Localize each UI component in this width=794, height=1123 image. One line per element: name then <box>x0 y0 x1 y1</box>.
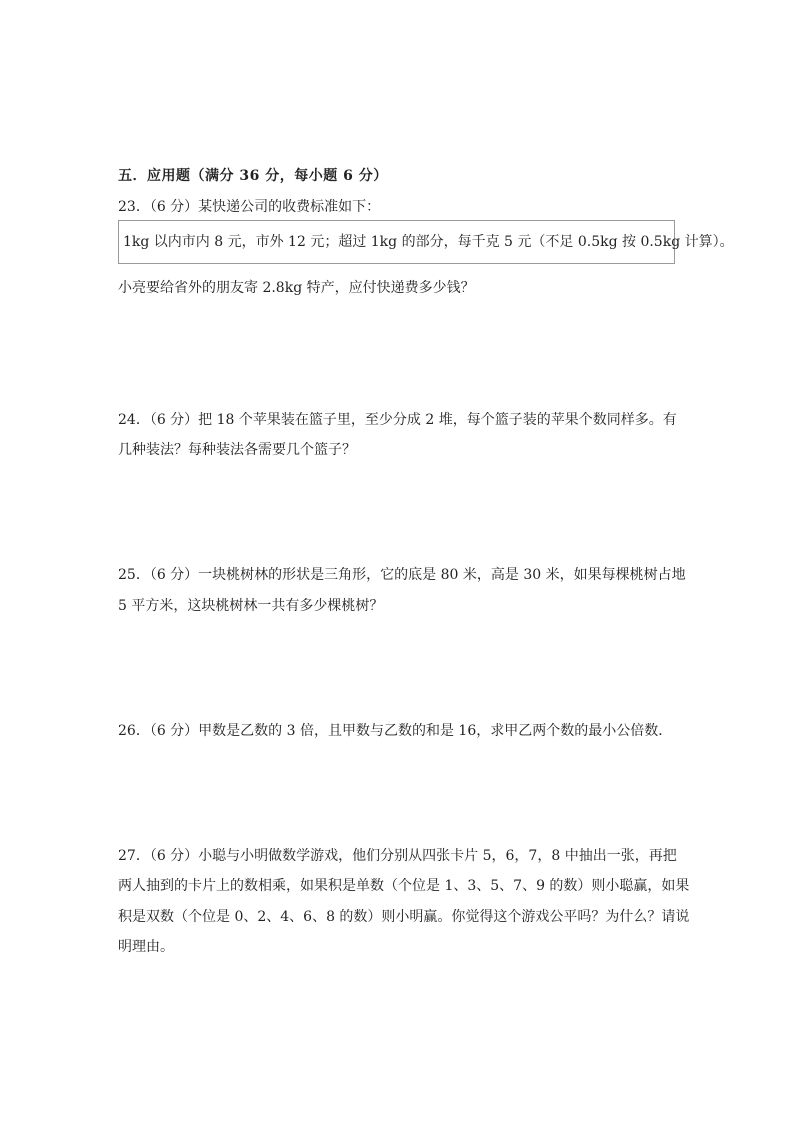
question-24-line-1: 24．（6 分）把 18 个苹果装在篮子里，至少分成 2 堆，每个篮子装的苹果个数同样多。有 <box>118 412 677 428</box>
question-27-line-1: 27．（6 分）小聪与小明做数学游戏，他们分别从四张卡片 5，6，7，8 中抽出一张，再把 <box>118 848 677 864</box>
question-23-stem: 23．（6 分）某快递公司的收费标准如下： <box>118 199 381 215</box>
question-23-followup: 小亮要给省外的朋友寄 2.8kg 特产，应付快递费多少钱？ <box>118 280 475 296</box>
fee-standard-box <box>118 220 734 264</box>
question-27-line-4: 明理由。 <box>118 939 174 955</box>
section-title: 五．应用题（满分 36 分，每小题 6 分） <box>118 168 388 184</box>
question-25-line-1: 25．（6 分）一块桃树林的形状是三角形，它的底是 80 米，高是 30 米，如果每棵桃树占地 <box>118 567 686 583</box>
question-25-line-2: 5 平方米，这块桃树林一共有多少棵桃树？ <box>118 598 384 614</box>
question-27-line-3: 积是双数（个位是 0、2、4、6、8 的数）则小明赢。你觉得这个游戏公平吗？为什么？请说 <box>118 909 690 925</box>
fee-standard-text: 1kg 以内市内 8 元，市外 12 元；超过 1kg 的部分，每千克 5 元（不足 0.5kg 按 0.5kg 计算）。 <box>123 234 734 250</box>
question-27-line-2: 两人抽到的卡片上的数相乘，如果积是单数（个位是 1、3、5、7、9 的数）则小聪赢，如果 <box>118 878 690 894</box>
question-26-line-1: 26．（6 分）甲数是乙数的 3 倍，且甲数与乙数的和是 16，求甲乙两个数的最小公倍数． <box>118 723 673 739</box>
question-24-line-2: 几种装法？每种装法各需要几个篮子？ <box>118 442 356 458</box>
